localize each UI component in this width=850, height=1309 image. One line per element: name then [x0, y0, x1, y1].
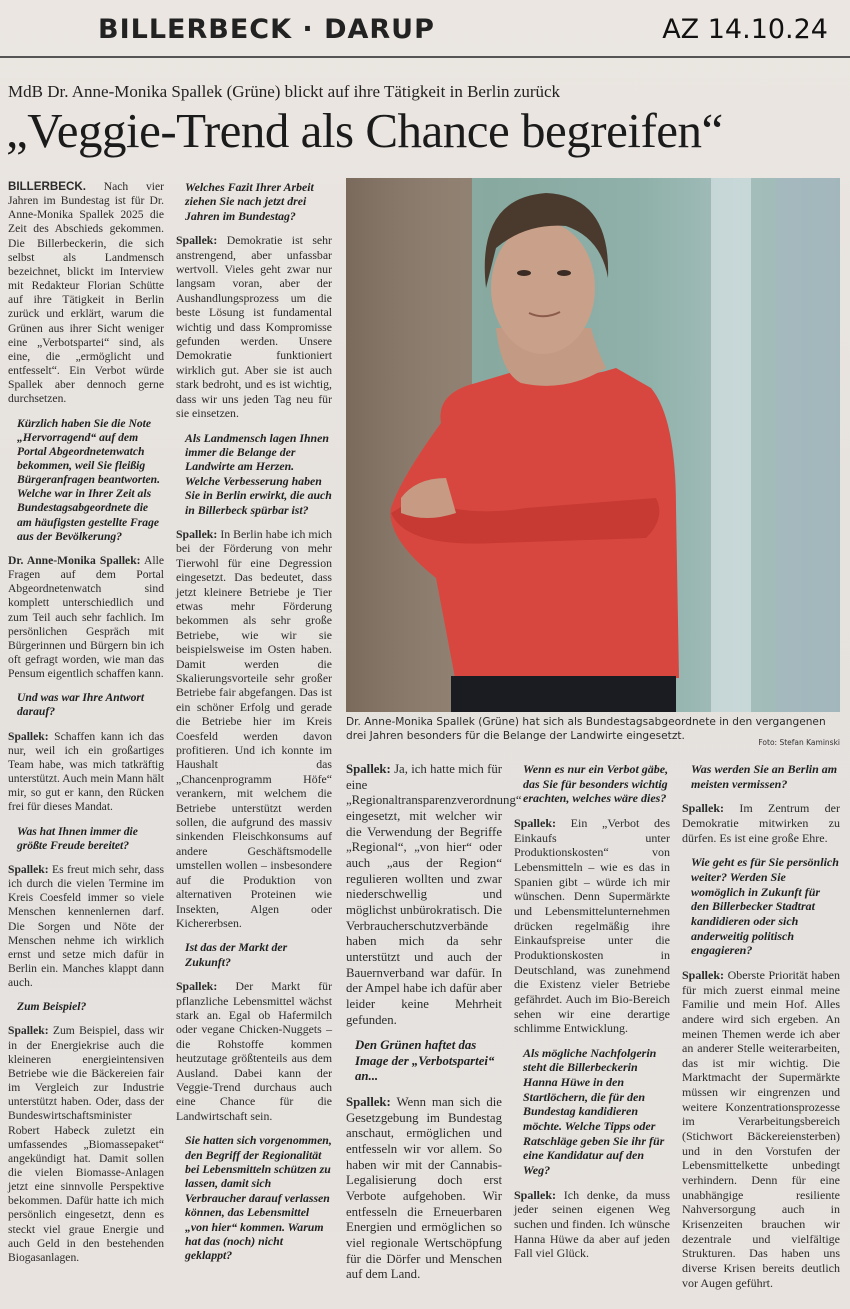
column-4 — [514, 762, 670, 1271]
speaker: Spallek: — [8, 729, 49, 743]
answer — [514, 1188, 670, 1261]
speaker: Spallek: — [176, 526, 218, 541]
answer-text: In Berlin habe ich mich bei der Förderung von mehr Tierwohl für eine Degression eingesetzt. Das bedeutet, dass jetzt kleinere Betriebe je Tier etwas mehr Förderung bekommen als sehr große Betriebe, wie wir sie beispielsweise im Osten haben. Damit werden die Skalierungsvorteile sehr großer Betriebe fair abgefangen. Das ist ein schöner Erfolg und gerade die Betriebe hier im Kreis Coesfeld werden davon profitieren. Und ich konnte im Haushalt das „Chancenprogramm Höfe“ verankern, mit welchem die Betriebe unterstützt werden sollen, die aufgrund des massiv sinkenden Fleischkonsums auf andere Geschäftsmodelle umstellen wollen – insbesondere auf die Produktion von alternativen Proteinen wie Insekten, Algen oder Kichererbsen. — [176, 526, 332, 930]
answer-text: Wenn man sich die Gesetzgebung im Bundestag anschaut, ermöglichen und entfesseln wir vor allem. So haben wir mit der Cannabis-Legalisierung doch erst Verbote aufgehoben. Wir entfesseln die Erneuerbaren Energien und ermöglichen so viel regionale Wertschöpfung für die Dörfer und Menschen auf dem Land. — [346, 1095, 502, 1282]
photo-caption: Dr. Anne-Monika Spallek (Grüne) hat sich als Bundestagsabgeordnete in den vergangenen drei Jahren besonders für die Belange der Landwirte eingesetzt. — [346, 716, 826, 742]
question: Wenn es nur ein Verbot gäbe, das Sie für besonders wichtig erachten, welches wäre dies? — [523, 762, 669, 806]
answer — [346, 762, 522, 1028]
answer-text: Es freut mich sehr, dass ich durch die vielen Termine im Kreis Coesfeld immer so viele Menschen kennenlernen darf. Die Sorgen und Nöte der Menschen nehme ich wirklich ernst und setze mich dafür in Berlin ein. Manches klappt dann auch. — [8, 862, 164, 990]
question: Zum Beispiel? — [17, 1000, 87, 1014]
answer-text: Ja, ich hatte mich für eine „Regionaltransparenzverordnung“ eingesetzt, mit welcher wir die Verwendung der Begriffe „Regional“, „von hier“ oder auch „aus der Region“ regulieren wollten und zwar niederschwellig und möglichst unbürokratisch. Die Verbraucherschutzverbände haben mich da sehr unterstützt und auch der Bauernverband war dafür. In der Ampel habe ich dafür aber leider keine Mehrheit gefunden. — [346, 762, 522, 1027]
question: Den Grünen haftet das Image der „Verbotspartei“ an... — [355, 1038, 495, 1084]
trousers — [451, 676, 676, 712]
question: Ist das der Markt der Zukunft? — [185, 940, 288, 969]
photo-credit: Foto: Stefan Kaminski — [758, 738, 840, 747]
answer-text: Im Zentrum der Demokratie mitwirken zu dürfen. Es ist eine große Ehre. — [682, 801, 840, 845]
question: Welches Fazit Ihrer Arbeit ziehen Sie nach jetzt drei Jahren im Bundestag? — [185, 180, 314, 223]
portrait-illustration — [346, 178, 840, 712]
question: Als mögliche Nachfolgerin steht die Billerbeckerin Hanna Hüwe in den Startlöchern, die für den Bundestag kandidieren möchte. Welche Tipps oder Ratschläge geben Sie ihr für eine Kandidatur auf den Weg? — [523, 1045, 665, 1178]
column-5 — [682, 762, 840, 1300]
answer-text: Ich denke, da muss jeder seinen eigenen Weg suchen und finden. Ich wünsche Hanna Hüwe da aber auf jeden Fall viel Glück. — [514, 1187, 670, 1261]
question: Was hat Ihnen immer die größte Freude bereitet? — [17, 824, 138, 852]
speaker: Spallek: — [514, 815, 557, 830]
column-2 — [176, 180, 332, 1273]
question: Was werden Sie an Berlin am meisten vermissen? — [691, 762, 838, 791]
dateline: BILLERBECK. — [8, 180, 86, 193]
column-1 — [8, 180, 164, 1275]
speaker: Spallek: — [682, 801, 725, 816]
answer-text: Demokratie ist sehr anstrengend, aber unfassbar wertvoll. Vieles geht zwar nur langsam voran, aber der Aushandlungsprozess um die beste Lösung ist fundamental wichtig und dass Kompromisse gefunden werden. Unsere Demokratie funktioniert wirklich gut. Aber sie ist auch stark bedroht, und es ist wichtig, dass wir uns jeden Tag neu für sie einsetzen. — [176, 233, 332, 421]
speaker: Spallek: — [176, 233, 218, 248]
window-frame — [711, 178, 751, 712]
article-headline: „Veggie-Trend als Chance begreifen“ — [6, 103, 723, 158]
answer — [176, 527, 332, 930]
answer — [8, 1024, 164, 1265]
answer — [176, 233, 332, 420]
question: Als Landmensch lagen Ihnen immer die Belange der Landwirte am Herzen. Welche Verbesserung haben Sie in Berlin erwirkt, die auch in Billerbeck spürbar ist? — [185, 430, 332, 517]
intro-paragraph — [8, 180, 164, 407]
masthead-rule — [0, 56, 850, 58]
speaker: Spallek: — [514, 1187, 557, 1202]
answer — [8, 863, 164, 990]
speaker: Dr. Anne-Monika Spallek: — [8, 553, 141, 567]
speaker: Spallek: — [346, 1095, 391, 1110]
answer — [176, 979, 332, 1123]
answer — [8, 554, 164, 681]
speaker: Spallek: — [346, 762, 391, 776]
speaker: Spallek: — [8, 1024, 49, 1038]
speaker: Spallek: — [682, 967, 725, 982]
answer — [682, 968, 840, 1290]
article-kicker: MdB Dr. Anne-Monika Spallek (Grüne) blickt auf ihre Tätigkeit in Berlin zurück — [8, 82, 561, 101]
answer — [8, 730, 164, 815]
answer-text: Zum Beispiel, dass wir in der Energiekrise auch die kleineren energieintensiven Betriebe wie die Bäckereien fair im Vergleich zur Industrie unterstützt haben. Oder, dass der Bundeswirtschaftsminister Robert Habeck zuletzt ein umfassendes „Biomassepaket“ angekündigt hat. Damit sollen die vielen Biomasse-Anlagen jetzt eine sinnvolle Perspektive bekommen. Dafür hatte ich mich persönlich eingesetzt, denn es steckt viel graue Energie und auch Geld in den bestehenden Biogasanlagen. — [8, 1024, 164, 1264]
question: Kürzlich haben Sie die Note „Hervorragend“ auf dem Portal Abgeordnetenwatch bekommen, weil Sie fleißig Bürgeranfragen beantworten. Welche war in Ihrer Zeit als Bundestagsabgeordnete die am häufigsten gestellte Frage aus der Bevölkerung? — [17, 416, 161, 543]
question: Sie hatten sich vorgenommen, den Begriff der Regionalität bei Lebensmitteln schützen zu lassen, damit sich Verbraucher darauf verlassen können, das Lebensmittel „von hier“ kommen. Warum hat das (noch) nicht geklappt? — [185, 1133, 332, 1263]
question: Und was war Ihre Antwort darauf? — [17, 691, 145, 719]
answer — [346, 1095, 502, 1283]
section-heading: BILLERBECK · DARUP — [98, 14, 435, 45]
answer-text: Oberste Priorität haben für mich zuerst einmal meine Familie und mein Hof. Alles andere wird sich ergeben. An meinen Themen werde ich aber an anderer Stelle weiterarbeiten, das ist mir wichtig. Die Marktmacht der Supermärkte müssen wir eingrenzen und weitere Konzentrationsprozesse im Verarbeitungsbereich (Stichwort Bäckereiensterben) und in den Vorstufen der Lebensmittelkette unbedingt verhindern. Denn für eine unabhängige resiliente Nahversorgung auch in Krisenzeiten brauchen wir dezentrale und vielfältige Strukturen. Das haben uns diverse Krisen bereits deutlich vor Augen geführt. — [682, 967, 840, 1290]
publication-date: AZ 14.10.24 — [662, 14, 828, 45]
portrait-photo — [346, 178, 840, 712]
intro-text: Nach vier Jahren im Bundestag ist für Dr. Anne-Monika Spallek 2025 die Zeit des Abschieds gekommen. Die Billerbeckerin, die sich selbst als Landmensch bezeichnet, blickt im Interview mit Redakteur Florian Schütte auf ihre Tätigkeit in Berlin zurück und erklärt, warum die Grünen aus ihrer Sicht weniger eine „Verbotspartei“ sind, als eine, die „ermöglicht und entfesselt“. Ein Verbot würde Spallek aber dennoch gerne durchsetzen. — [8, 180, 164, 406]
speaker: Spallek: — [176, 979, 218, 994]
face — [491, 222, 595, 354]
answer — [514, 816, 670, 1036]
answer-text: Alle Fragen auf dem Portal Abgeordnetenwatch sind komplett unterschiedlich und zum Teil auch sehr fachlich. Im persönlichen Gespräch mit Bürgerinnen und Bürgern bin ich oft gefragt worden, wie man das Pensum eigentlich schaffen kann. — [8, 553, 164, 681]
answer-text: Schaffen kann ich das nur, weil ich ein großartiges Team habe, was mich tatkräftig unterstützt. Auch mein Mann hält mir, so gut er kann, den Rücken frei für dieses Mandat. — [8, 729, 164, 814]
speaker: Spallek: — [8, 862, 49, 876]
question: Wie geht es für Sie persönlich weiter? Werden Sie womöglich in Zukunft für den Billerbecker Stadtrat kandidieren oder sich anderweitig politisch engagieren? — [691, 855, 839, 958]
answer-text: Der Markt für pflanzliche Lebensmittel wächst stark an. Egal ob Hafermilch oder vegane Chicken-Nuggets – die Rohstoffe kommen heutzutage größtenteils aus dem Ausland. Dabei kann der Veggie-Trend durchaus auch eine Chance für die Landwirtschaft sein. — [176, 979, 332, 1123]
answer — [682, 801, 840, 845]
column-3 — [346, 762, 522, 1293]
answer-text: Ein „Verbot des Einkaufs unter Produktionskosten“ von Lebensmitteln – wie es das in Spanien gibt – würde ich mir wünschen. Denn Supermärkte und Lebensmittelunternehmen drücken regelmäßig ihre Einkaufspreise unter die Produktionskosten in Deutschland, was zunehmend die Existenz vieler Betriebe gefährdet. Auch im Bio-Bereich sehen wir eine derartige schlimme Entwicklung. — [514, 815, 670, 1036]
